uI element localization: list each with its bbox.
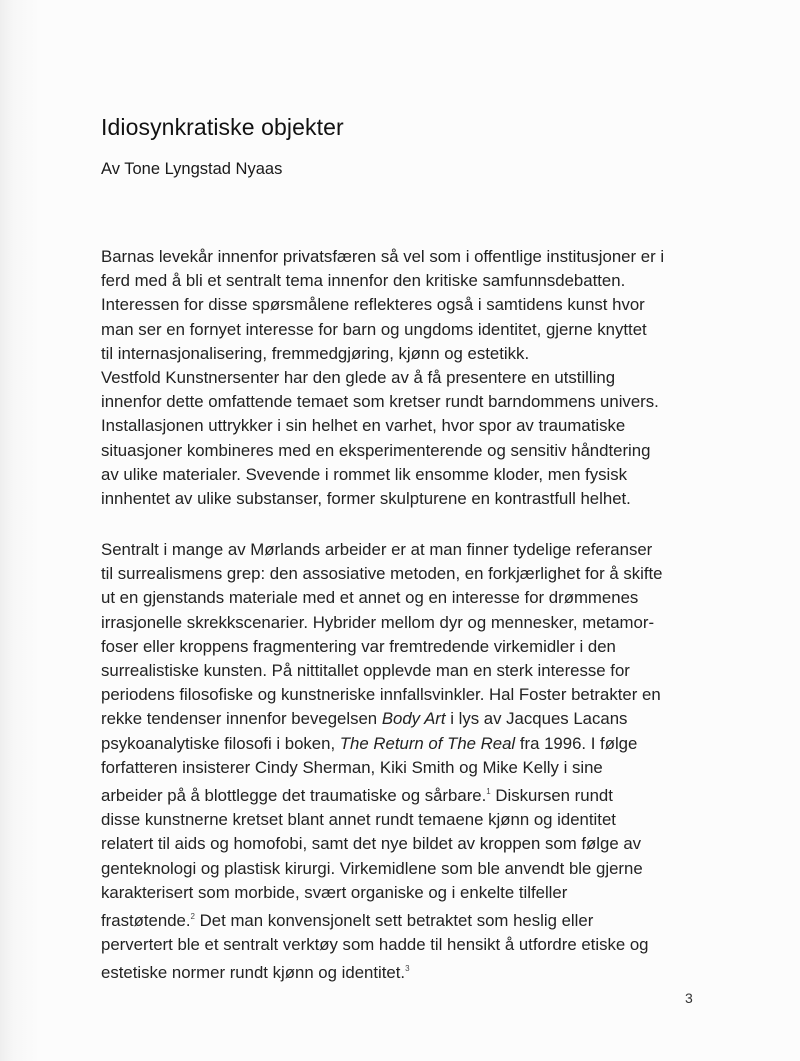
text-line: genteknologi og plastisk kirurgi. Virkemidlene som ble anvendt ble gjerne bbox=[101, 858, 643, 878]
text-segment: psykoanalytiske filosofi i boken, bbox=[101, 733, 340, 753]
text-line: man ser en fornyet interesse for barn og ungdoms identitet, gjerne knyttet bbox=[101, 319, 647, 339]
text-line bbox=[101, 905, 663, 933]
article-author: Av Tone Lyngstad Nyaas bbox=[101, 160, 283, 178]
text-line: Sentralt i mange av Mørlands arbeider er at man finner tydelige referanser bbox=[101, 540, 653, 559]
text-segment: Diskursen rundt bbox=[490, 786, 613, 806]
text-line: Vestfold Kunstnersenter har den glede av å få presentere en utstilling bbox=[101, 368, 616, 388]
text-line: av ulike materialer. Svevende i rommet lik ensomme kloder, men fysisk bbox=[101, 464, 628, 484]
text-line: Barnas levekår innenfor privatsfæren så vel som i offentlige institusjoner er i bbox=[101, 247, 665, 266]
text-line: forfatteren insisterer Cindy Sherman, Kiki Smith og Mike Kelly i sine bbox=[101, 757, 603, 777]
footnote-marker: 2 bbox=[190, 912, 195, 922]
text-segment: Det man konvensjonelt sett betraktet som heslig eller bbox=[195, 911, 594, 931]
italic-term-body-art: Body Art bbox=[381, 709, 446, 729]
text-segment: i lys av Jacques Lacans bbox=[445, 709, 628, 729]
text-line: innhentet av ulike substanser, former skulpturene en kontrastfull helhet. bbox=[101, 489, 631, 509]
page-number: 3 bbox=[685, 990, 693, 1006]
text-line bbox=[101, 707, 663, 731]
text-line: periodens filosofiske og kunstneriske innfallsvinkler. Hal Foster betrakter en bbox=[101, 685, 661, 705]
text-line: disse kunstnerne kretset blant annet rundt temaene kjønn og identitet bbox=[101, 810, 616, 830]
paragraph-surrealism bbox=[101, 538, 663, 986]
text-segment: estetiske normer rundt kjønn og identitet. bbox=[101, 963, 406, 983]
text-line: ferd med å bli et sentralt tema innenfor den kritiske samfunnsdebatten. bbox=[101, 271, 626, 291]
text-line: foser eller kroppens fragmentering var fremtredende virkemidler i den bbox=[101, 636, 616, 656]
text-line: surrealistiske kunsten. På nittitallet opplevde man en sterk interesse for bbox=[101, 661, 630, 681]
text-segment: arbeider på å blottlegge det traumatiske og sårbare. bbox=[101, 786, 487, 806]
text-line: innenfor dette omfattende temaet som kretser rundt barndommens univers. bbox=[101, 392, 659, 412]
text-line: karakterisert som morbide, svært organiske og i enkelte tilfeller bbox=[101, 882, 568, 902]
text-line bbox=[101, 732, 663, 756]
text-segment: fra 1996. I følge bbox=[515, 733, 638, 753]
text-line: situasjoner kombineres med en eksperimenterende og sensitiv håndtering bbox=[101, 440, 651, 460]
text-line: Installasjonen uttrykker i sin helhet en varhet, hvor spor av traumatiske bbox=[101, 416, 626, 436]
article-title: Idiosynkratiske objekter bbox=[101, 114, 344, 140]
text-line bbox=[101, 780, 663, 808]
text-line: til internasjonalisering, fremmedgjøring, kjønn og estetikk. bbox=[101, 343, 530, 363]
text-line bbox=[101, 957, 663, 985]
paragraph-intro bbox=[101, 245, 664, 511]
footnote-marker: 3 bbox=[405, 964, 410, 974]
text-line: irrasjonelle skrekkscenarier. Hybrider mellom dyr og mennesker, metamor- bbox=[101, 612, 655, 632]
text-line: ut en gjenstands materiale med et annet og en interesse for drømmenes bbox=[101, 588, 639, 608]
text-line: relatert til aids og homofobi, samt det nye bildet av kroppen som følge av bbox=[101, 834, 642, 854]
text-segment: rekke tendenser innenfor bevegelsen bbox=[101, 709, 382, 729]
italic-book-title: The Return of The Real bbox=[339, 733, 516, 753]
text-line: pervertert ble et sentralt verktøy som hadde til hensikt å utfordre etiske og bbox=[101, 935, 649, 955]
text-line: Interessen for disse spørsmålene reflekteres også i samtidens kunst hvor bbox=[101, 295, 645, 315]
footnote-marker: 1 bbox=[486, 787, 491, 797]
text-segment: frastøtende. bbox=[101, 911, 191, 931]
text-line: til surrealismens grep: den assosiative metoden, en forkjærlighet for å skifte bbox=[101, 564, 663, 584]
